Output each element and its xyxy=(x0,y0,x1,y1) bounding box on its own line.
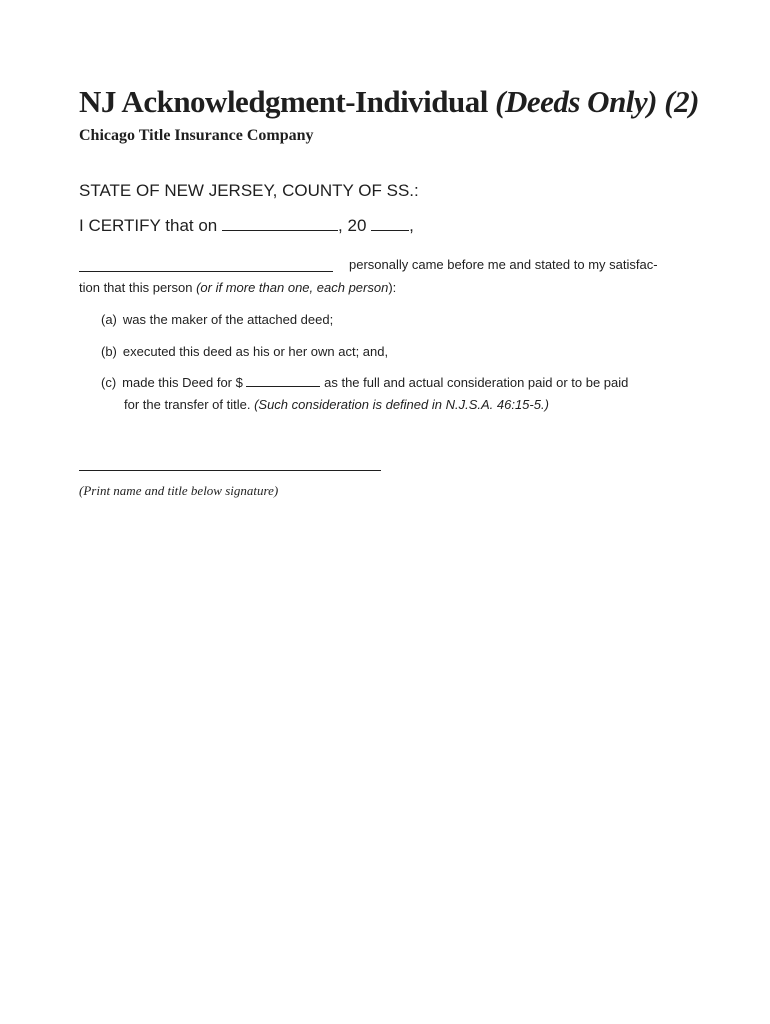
person-name-blank-field[interactable] xyxy=(79,271,333,272)
item-c-line2-italic: (Such consideration is defined in N.J.S.A. 46:15-5.) xyxy=(254,397,549,412)
signature-caption: (Print name and title below signature) xyxy=(79,483,279,498)
year-prefix: 20 xyxy=(347,216,367,235)
item-c-suffix: as the full and actual consideration paid or to be paid xyxy=(324,375,629,390)
list-item-a xyxy=(101,312,333,327)
signature-line-field[interactable] xyxy=(79,470,381,471)
continuation-suffix: ): xyxy=(388,280,397,295)
date-blank-field[interactable] xyxy=(222,216,338,231)
list-item-c-continuation xyxy=(124,397,549,412)
continuation-line xyxy=(79,280,396,295)
continuation-prefix: tion that this person xyxy=(79,280,193,295)
company-name: Chicago Title Insurance Company xyxy=(79,127,314,144)
consideration-amount-blank-field[interactable] xyxy=(246,375,320,387)
certify-suffix: , xyxy=(409,216,414,235)
title-italic: (Deeds Only) (2) xyxy=(495,84,699,119)
title-main: NJ Acknowledgment-Individual xyxy=(79,84,488,119)
certify-line xyxy=(79,216,414,236)
year-blank-field[interactable] xyxy=(371,216,409,231)
item-c-line2-prefix: for the transfer of title. xyxy=(124,397,251,412)
list-item-b xyxy=(101,344,388,359)
state-county-line: STATE OF NEW JERSEY, COUNTY OF SS.: xyxy=(79,181,419,200)
item-a-marker: (a) xyxy=(101,312,117,327)
item-a-text: was the maker of the attached deed; xyxy=(122,312,334,327)
came-before-text: personally came before me and stated to my satisfac- xyxy=(349,257,658,272)
item-c-prefix: made this Deed for $ xyxy=(122,375,243,390)
list-item-c xyxy=(101,375,628,390)
certify-prefix: I CERTIFY that on xyxy=(79,216,218,235)
document-title xyxy=(79,84,699,120)
item-b-marker: (b) xyxy=(101,344,117,359)
item-b-text: executed this deed as his or her own act; and, xyxy=(122,344,389,359)
certify-comma: , xyxy=(338,216,343,235)
item-c-marker: (c) xyxy=(101,375,117,390)
continuation-italic: (or if more than one, each person xyxy=(196,280,389,295)
